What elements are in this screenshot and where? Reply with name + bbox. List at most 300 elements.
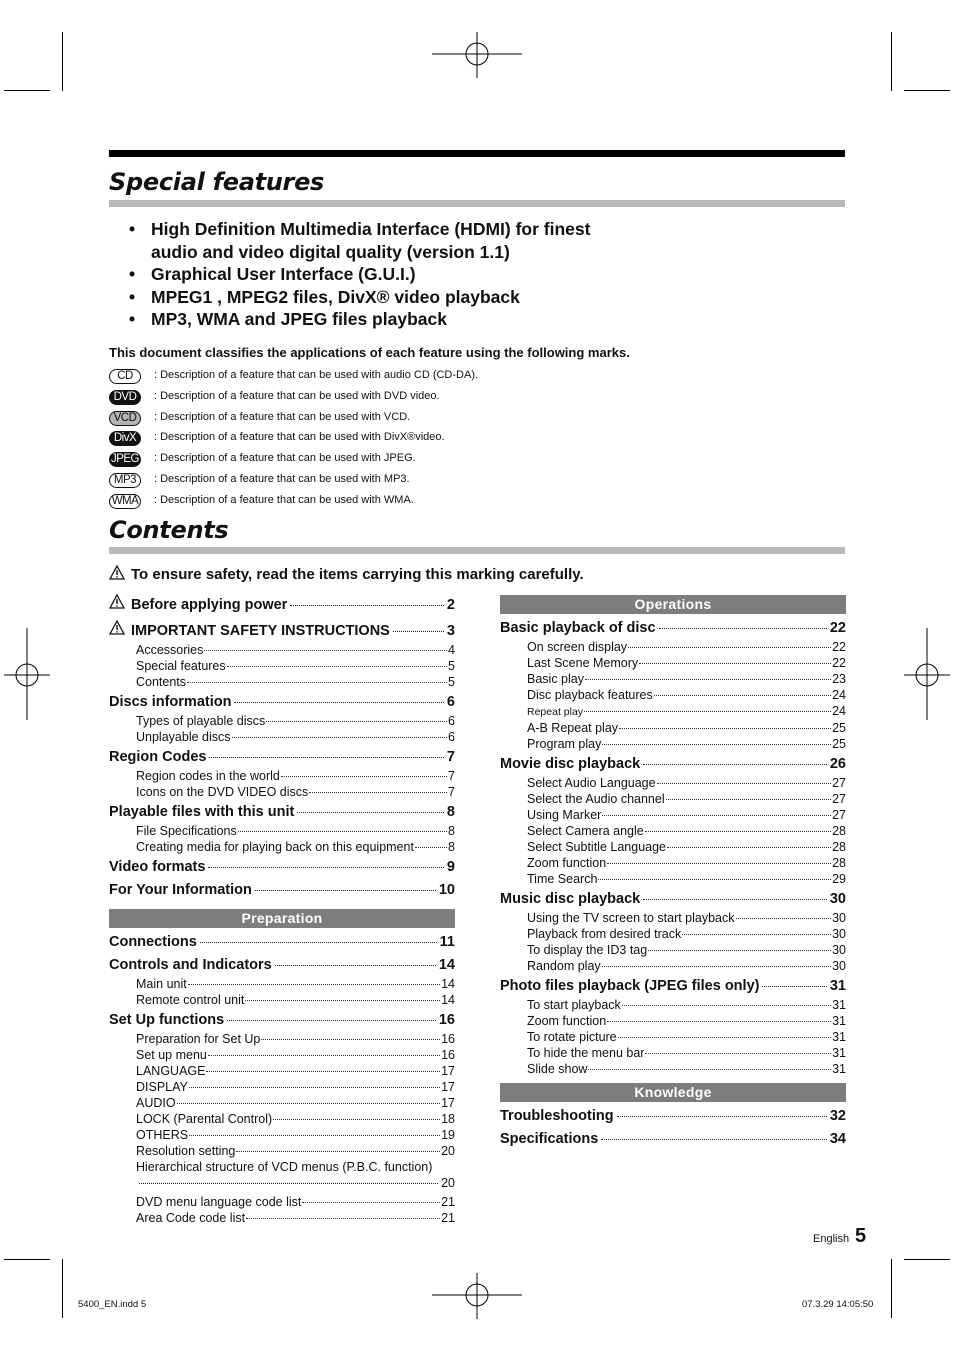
leader-dots <box>188 984 440 985</box>
toc-page: 27 <box>832 792 846 806</box>
toc-label: To start playback <box>527 998 621 1012</box>
toc-label: Zoom function <box>527 1014 607 1028</box>
operations-section-bar: Operations <box>500 595 846 614</box>
toc-page: 25 <box>832 721 846 735</box>
special-features-title: Special features <box>109 168 325 196</box>
contents-title: Contents <box>109 516 229 544</box>
toc-label: Movie disc playback <box>500 756 641 772</box>
leader-dots <box>617 1116 827 1117</box>
leader-dots <box>234 702 443 703</box>
toc-page: 31 <box>829 978 846 994</box>
toc-subentry[interactable] <box>109 839 455 855</box>
feature-text: High Definition Multimedia Interface (HDMI) for finest <box>151 219 591 239</box>
leader-dots <box>607 863 831 864</box>
leader-dots <box>622 1005 831 1006</box>
toc-subentry[interactable] <box>109 1210 455 1226</box>
toc-subentry[interactable] <box>109 1079 455 1095</box>
leader-dots <box>227 666 447 667</box>
crop-mark <box>4 90 50 91</box>
toc-label: Region Codes <box>109 749 207 765</box>
leader-dots <box>245 1000 440 1001</box>
toc-label: Hierarchical structure of VCD menus (P.B.C. function) <box>136 1160 433 1174</box>
toc-subentry[interactable] <box>500 839 846 855</box>
toc-label: Set up menu <box>136 1048 207 1062</box>
toc-page: 26 <box>829 756 846 772</box>
toc-page: 31 <box>832 1014 846 1028</box>
toc-page: 29 <box>832 872 846 886</box>
crop-mark <box>904 1259 950 1260</box>
toc-page: 28 <box>832 824 846 838</box>
toc-subentry[interactable] <box>109 768 455 784</box>
toc-entry-discs-information[interactable] <box>109 692 455 713</box>
toc-label: Select the Audio channel <box>527 792 665 806</box>
warning-icon <box>109 594 125 616</box>
toc-subentry[interactable] <box>500 1013 846 1029</box>
toc-entry-safety-instructions[interactable] <box>109 620 455 642</box>
crop-mark <box>62 1259 63 1318</box>
toc-subentry[interactable] <box>109 1095 455 1111</box>
toc-label: Types of playable discs <box>136 714 266 728</box>
leader-dots <box>628 647 831 648</box>
mark-description: : Description of a feature that can be used with DVD video. <box>154 390 440 402</box>
leader-dots <box>601 1139 827 1140</box>
leader-dots <box>643 764 827 765</box>
leader-dots <box>648 950 831 951</box>
toc-label: Unplayable discs <box>136 730 231 744</box>
toc-label: Resolution setting <box>136 1144 236 1158</box>
toc-subentry[interactable] <box>109 976 455 992</box>
toc-page: 8 <box>446 804 455 820</box>
wma-mark-icon: WMA <box>109 494 141 509</box>
toc-subentry[interactable] <box>500 775 846 791</box>
toc-page: 30 <box>832 927 846 941</box>
toc-subentry[interactable] <box>109 674 455 690</box>
toc-entry-basic-playback[interactable] <box>500 618 846 639</box>
toc-subentry[interactable] <box>500 1061 846 1077</box>
toc-subentry[interactable] <box>109 1194 455 1210</box>
toc-label: A-B Repeat play <box>527 721 619 735</box>
leader-dots <box>585 679 831 680</box>
toc-entry-for-your-information[interactable] <box>109 880 455 901</box>
mark-description: : Description of a feature that can be used with MP3. <box>154 473 410 485</box>
leader-dots <box>139 1183 438 1184</box>
toc-label: Video formats <box>109 859 206 875</box>
toc-label: Contents <box>136 675 187 689</box>
toc-label: Last Scene Memory <box>527 656 639 670</box>
toc-subentry-hierarchical[interactable] <box>109 1159 455 1191</box>
leader-dots <box>236 1151 440 1152</box>
footer-language: English <box>813 1233 850 1245</box>
toc-page: 27 <box>832 776 846 790</box>
toc-subentry[interactable] <box>500 639 846 655</box>
feature-item: • Graphical User Interface (G.U.I.) <box>129 263 689 286</box>
toc-page: 16 <box>438 1012 455 1028</box>
toc-subentry[interactable] <box>500 942 846 958</box>
toc-page: 28 <box>832 840 846 854</box>
toc-subentry[interactable] <box>500 687 846 703</box>
leader-dots <box>602 966 831 967</box>
warning-icon <box>109 620 125 642</box>
toc-label: To rotate picture <box>527 1030 617 1044</box>
toc-page: 4 <box>448 643 455 657</box>
toc-subentry[interactable] <box>109 992 455 1008</box>
toc-page: 31 <box>832 1062 846 1076</box>
toc-page: 25 <box>832 737 846 751</box>
leader-dots <box>602 815 831 816</box>
feature-list <box>129 218 689 331</box>
leader-dots <box>200 942 437 943</box>
toc-entry-troubleshooting[interactable] <box>500 1106 846 1127</box>
leader-dots <box>189 1135 440 1136</box>
toc-label: Creating media for playing back on this equipment <box>136 840 414 854</box>
crop-mark <box>4 1259 50 1260</box>
toc-page: 17 <box>441 1064 455 1078</box>
toc-page: 7 <box>448 785 455 799</box>
leader-dots <box>297 812 444 813</box>
leader-dots <box>762 986 826 987</box>
leader-dots <box>639 663 831 664</box>
dvd-mark-icon: DVD <box>109 390 141 405</box>
toc-page: 27 <box>832 808 846 822</box>
jpeg-mark-icon: JPEG <box>110 452 140 465</box>
toc-page: 8 <box>448 824 455 838</box>
classify-note: This document classifies the applications of each feature using the following marks. <box>109 345 630 360</box>
leader-dots <box>598 879 831 880</box>
toc-label: For Your Information <box>109 882 252 898</box>
toc-page: 8 <box>448 840 455 854</box>
toc-page: 31 <box>832 1046 846 1060</box>
toc-page: 16 <box>441 1032 455 1046</box>
leader-dots <box>666 799 831 800</box>
crop-mark <box>891 1259 892 1318</box>
leader-dots <box>238 831 447 832</box>
leader-dots <box>227 1020 436 1021</box>
toc-page: 6 <box>448 714 455 728</box>
leader-dots <box>657 783 832 784</box>
mark-row-wma <box>109 491 414 511</box>
leader-dots <box>266 721 447 722</box>
toc-subentry[interactable] <box>109 1111 455 1127</box>
leader-dots <box>206 1071 440 1072</box>
toc-label: Icons on the DVD VIDEO discs <box>136 785 309 799</box>
crop-mark <box>891 32 892 91</box>
toc-page: 31 <box>832 998 846 1012</box>
toc-entry-video-formats[interactable] <box>109 857 455 878</box>
leader-dots <box>309 792 447 793</box>
registration-mark-left <box>4 628 50 720</box>
knowledge-section-bar: Knowledge <box>500 1083 846 1102</box>
toc-label: Slide show <box>527 1062 588 1076</box>
toc-subentry[interactable] <box>500 736 846 752</box>
leader-dots <box>204 650 447 651</box>
toc-subentry[interactable] <box>500 720 846 736</box>
leader-dots <box>659 628 827 629</box>
leader-dots <box>645 1053 831 1054</box>
toc-subentry[interactable] <box>109 1143 455 1159</box>
toc-label: Music disc playback <box>500 891 641 907</box>
leader-dots <box>273 1119 440 1120</box>
toc-subentry[interactable] <box>109 713 455 729</box>
toc-label: Set Up functions <box>109 1012 225 1028</box>
toc-label: Using Marker <box>527 808 602 822</box>
mark-row-cd <box>109 366 479 386</box>
toc-label: DVD menu language code list <box>136 1195 302 1209</box>
divx-mark-icon: DivX <box>109 431 141 446</box>
toc-page: 22 <box>832 640 846 654</box>
toc-label: Specifications <box>500 1131 599 1147</box>
leader-dots <box>290 605 444 606</box>
toc-page: 14 <box>441 993 455 1007</box>
toc-left-column <box>109 592 455 1226</box>
top-rule <box>109 150 845 157</box>
toc-label: Playable files with this unit <box>109 804 295 820</box>
toc-entry-setup-functions[interactable] <box>109 1010 455 1031</box>
toc-label: Playback from desired track <box>527 927 682 941</box>
feature-item <box>129 218 689 263</box>
toc-label: Basic play <box>527 672 584 686</box>
toc-page: 5 <box>448 675 455 689</box>
leader-dots <box>255 890 436 891</box>
toc-entry-music-playback[interactable] <box>500 889 846 910</box>
toc-label: AUDIO <box>136 1096 176 1110</box>
toc-page: 30 <box>832 959 846 973</box>
leader-dots <box>189 1087 440 1088</box>
mark-row-divx <box>109 428 445 448</box>
toc-label: LANGUAGE <box>136 1064 206 1078</box>
toc-page: 3 <box>446 623 455 639</box>
toc-page: 16 <box>441 1048 455 1062</box>
toc-page: 24 <box>832 704 846 718</box>
leader-dots <box>261 1039 440 1040</box>
toc-label: Region codes in the world <box>136 769 280 783</box>
toc-entry-before-applying-power[interactable] <box>109 594 455 616</box>
feature-item: • MP3, WMA and JPEG files playback <box>129 308 689 331</box>
feature-text: audio and video digital quality (version 1.1) <box>151 241 510 262</box>
toc-subentry[interactable] <box>109 1063 455 1079</box>
toc-label: Connections <box>109 934 197 950</box>
toc-entry-connections[interactable] <box>109 932 455 953</box>
toc-page: 14 <box>441 977 455 991</box>
toc-label: Main unit <box>136 977 187 991</box>
toc-label: Zoom function <box>527 856 607 870</box>
toc-label: On screen display <box>527 640 628 654</box>
toc-page: 34 <box>829 1131 846 1147</box>
leader-dots <box>246 1218 440 1219</box>
leader-dots <box>187 682 447 683</box>
leader-dots <box>584 711 831 712</box>
registration-mark-top <box>432 32 522 78</box>
toc-subentry[interactable] <box>500 997 846 1013</box>
toc-label: Troubleshooting <box>500 1108 614 1124</box>
leader-dots <box>393 631 444 632</box>
leader-dots <box>415 847 447 848</box>
mark-description: : Description of a feature that can be used with WMA. <box>154 494 414 506</box>
leader-dots <box>643 899 827 900</box>
toc-subentry[interactable] <box>500 791 846 807</box>
toc-label: Special features <box>136 659 226 673</box>
toc-subentry[interactable] <box>109 729 455 745</box>
toc-page: 30 <box>829 891 846 907</box>
toc-label: Preparation for Set Up <box>136 1032 261 1046</box>
mark-row-mp3 <box>109 470 410 490</box>
leader-dots <box>588 1069 831 1070</box>
toc-subentry[interactable] <box>109 642 455 658</box>
crop-mark <box>904 90 950 91</box>
leader-dots <box>618 1037 831 1038</box>
toc-entry-specifications[interactable] <box>500 1129 846 1150</box>
toc-page: 11 <box>439 934 455 950</box>
slug-filename: 5400_EN.indd 5 <box>78 1299 147 1310</box>
leader-dots <box>302 1202 440 1203</box>
crop-mark <box>62 32 63 91</box>
leader-dots <box>607 1021 831 1022</box>
vcd-mark-icon: VCD <box>109 411 141 426</box>
leader-dots <box>619 728 831 729</box>
toc-subentry[interactable] <box>500 823 846 839</box>
toc-label: OTHERS <box>136 1128 189 1142</box>
toc-page: 21 <box>441 1195 455 1209</box>
leader-dots <box>667 847 831 848</box>
mp3-mark-icon: MP3 <box>109 473 141 488</box>
toc-page: 30 <box>832 911 846 925</box>
toc-subentry[interactable] <box>500 1029 846 1045</box>
toc-subentry[interactable] <box>500 703 846 720</box>
toc-page: 30 <box>832 943 846 957</box>
toc-page: 21 <box>441 1211 455 1225</box>
mark-row-vcd <box>109 408 411 428</box>
toc-label: Disc playback features <box>527 688 653 702</box>
toc-page: 23 <box>832 672 846 686</box>
leader-dots <box>682 934 831 935</box>
toc-subentry[interactable] <box>109 1047 455 1063</box>
toc-subentry[interactable] <box>500 910 846 926</box>
toc-page: 2 <box>446 597 455 613</box>
warning-icon <box>109 565 125 584</box>
toc-page: 10 <box>438 882 455 898</box>
toc-subentry[interactable] <box>500 671 846 687</box>
toc-subentry[interactable] <box>500 1045 846 1061</box>
toc-label: Select Camera angle <box>527 824 644 838</box>
toc-page: 20 <box>441 1144 455 1158</box>
toc-page: 9 <box>446 859 455 875</box>
page-number: 5 <box>855 1225 867 1247</box>
toc-label: Remote control unit <box>136 993 245 1007</box>
leader-dots <box>208 1055 440 1056</box>
leader-dots <box>208 867 443 868</box>
mark-description: : Description of a feature that can be used with audio CD (CD-DA). <box>154 369 479 381</box>
toc-page: 14 <box>438 957 455 973</box>
toc-page: 18 <box>441 1112 455 1126</box>
toc-entry-region-codes[interactable] <box>109 747 455 768</box>
cd-mark-icon: CD <box>109 369 141 384</box>
toc-label: Basic playback of disc <box>500 620 656 636</box>
toc-entry-movie-playback[interactable] <box>500 754 846 775</box>
toc-subentry[interactable] <box>500 655 846 671</box>
toc-label: Random play <box>527 959 601 973</box>
mark-row-jpeg <box>109 449 416 469</box>
preparation-section-bar: Preparation <box>109 909 455 928</box>
toc-label: To display the ID3 tag <box>527 943 648 957</box>
toc-subentry[interactable] <box>109 784 455 800</box>
toc-page: 22 <box>829 620 846 636</box>
toc-subentry[interactable] <box>109 1127 455 1143</box>
toc-label: Using the TV screen to start playback <box>527 911 735 925</box>
toc-label: Controls and Indicators <box>109 957 272 973</box>
toc-subentry[interactable] <box>500 871 846 887</box>
toc-subentry[interactable] <box>500 807 846 823</box>
toc-page: 5 <box>448 659 455 673</box>
toc-page: 17 <box>441 1080 455 1094</box>
feature-item: • MPEG1 , MPEG2 files, DivX® video playback <box>129 286 689 309</box>
toc-page: 32 <box>829 1108 846 1124</box>
leader-dots <box>281 776 447 777</box>
toc-entry-controls-indicators[interactable] <box>109 955 455 976</box>
leader-dots <box>177 1103 441 1104</box>
toc-label: Photo files playback (JPEG files only) <box>500 978 760 994</box>
toc-label: To hide the menu bar <box>527 1046 645 1060</box>
mark-description: : Description of a feature that can be used with JPEG. <box>154 452 416 464</box>
toc-entry-playable-files[interactable] <box>109 802 455 823</box>
safety-note-text: To ensure safety, read the items carrying this marking carefully. <box>131 566 584 583</box>
mark-description: : Description of a feature that can be used with DivX®video. <box>154 431 445 443</box>
leader-dots <box>602 744 831 745</box>
toc-label: Select Subtitle Language <box>527 840 666 854</box>
toc-subentry[interactable] <box>500 926 846 942</box>
toc-page: 24 <box>832 688 846 702</box>
toc-label: LOCK (Parental Control) <box>136 1112 273 1126</box>
toc-right-column <box>500 595 846 1150</box>
mark-description: : Description of a feature that can be used with VCD. <box>154 411 411 423</box>
mark-row-dvd <box>109 387 440 407</box>
leader-dots <box>275 965 436 966</box>
toc-page: 7 <box>446 749 455 765</box>
leader-dots <box>209 757 443 758</box>
leader-dots <box>232 737 448 738</box>
toc-label: IMPORTANT SAFETY INSTRUCTIONS <box>131 622 390 639</box>
toc-label: Accessories <box>136 643 204 657</box>
toc-label: DISPLAY <box>136 1080 188 1094</box>
toc-subentry[interactable] <box>500 958 846 974</box>
leader-dots <box>736 918 832 919</box>
toc-page: 20 <box>441 1176 455 1190</box>
toc-page: 31 <box>832 1030 846 1044</box>
registration-mark-right <box>904 628 950 720</box>
toc-label: Program play <box>527 737 602 751</box>
section-rule <box>109 200 845 207</box>
slug-timestamp: 07.3.29 14:05:50 <box>802 1299 874 1310</box>
toc-label: Area Code code list <box>136 1211 246 1225</box>
toc-label: Time Search <box>527 872 598 886</box>
section-rule <box>109 547 845 554</box>
safety-note <box>109 565 584 584</box>
toc-subentry[interactable] <box>109 823 455 839</box>
toc-page: 6 <box>446 694 455 710</box>
toc-subentry[interactable] <box>500 855 846 871</box>
toc-entry-photo-playback[interactable] <box>500 976 846 997</box>
toc-subentry[interactable] <box>109 658 455 674</box>
leader-dots <box>654 695 831 696</box>
toc-page: 17 <box>441 1096 455 1110</box>
toc-label: Before applying power <box>131 596 288 613</box>
toc-page: 19 <box>441 1128 455 1142</box>
toc-page: 7 <box>448 769 455 783</box>
toc-page: 6 <box>448 730 455 744</box>
toc-subentry[interactable] <box>109 1031 455 1047</box>
toc-page: 22 <box>832 656 846 670</box>
toc-label: Select Audio Language <box>527 776 656 790</box>
toc-page: 28 <box>832 856 846 870</box>
registration-mark-bottom <box>432 1273 522 1319</box>
